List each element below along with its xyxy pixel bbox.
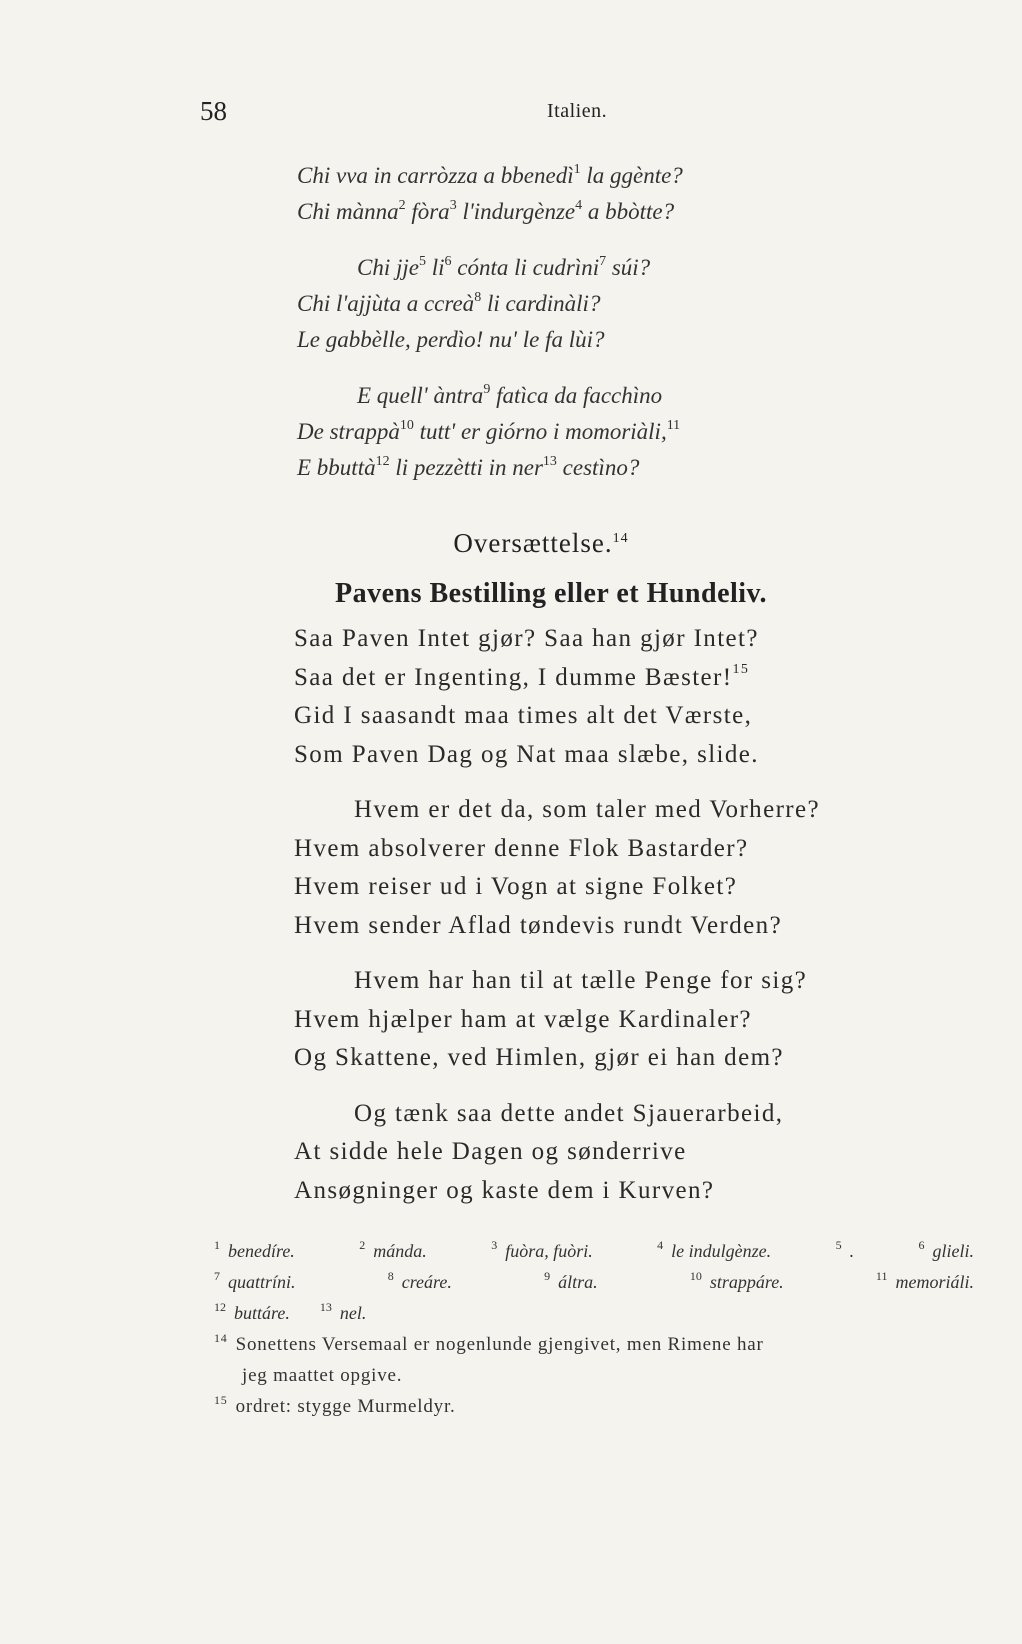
footnote-15: $^{15}$ ordret: stygge Murmeldyr.: [214, 1393, 456, 1417]
footnote-ref: 10: [399, 418, 414, 433]
footnote-ref: 7: [599, 254, 607, 269]
italian-stanza: [297, 158, 857, 230]
italian-line: Chi mànna$^2$ fòra$^3$ l'indurgènze$^4$ a bbòtte?: [297, 198, 675, 224]
page-header: [200, 96, 1022, 132]
gloss-item: $^{10}$ strappáre.: [689, 1269, 784, 1292]
footnote-ref: 2: [398, 198, 406, 213]
italian-poem: [297, 158, 857, 506]
danish-line: Og Skattene, ved Himlen, gjør ei han dem?: [294, 1044, 784, 1071]
danish-line: Gid I saasandt maa times alt det Værste,: [294, 702, 753, 729]
danish-stanza: [294, 791, 934, 945]
danish-line: Som Paven Dag og Nat maa slæbe, slide.: [294, 740, 759, 768]
gloss-item: $^4$ le indulgènze.: [657, 1238, 772, 1261]
danish-line: Saa det er Ingenting, I dumme Bæster!$^{15}$: [294, 661, 750, 691]
footnote-ref: 12: [375, 454, 390, 469]
footnote-ref: 6: [444, 254, 452, 269]
danish-stanza: [294, 962, 934, 1078]
danish-translation: [294, 620, 934, 1227]
footnote-14-continued: jeg maattet opgive.: [242, 1365, 403, 1386]
gloss-item: $^7$ quattríni.: [214, 1269, 296, 1292]
danish-stanza: [294, 620, 934, 774]
gloss-item: $^6$ glieli.: [918, 1238, 974, 1261]
gloss-item: $^{12}$ buttáre.: [214, 1300, 290, 1323]
gloss-item: $^3$ fuòra, fuòri.: [491, 1238, 593, 1261]
translation-label: Oversættelse.$^{14}$: [453, 528, 629, 558]
italian-line: E bbuttà$^{12}$ li pezzètti in ner$^{13}$ cestìno?: [297, 454, 640, 480]
italian-line: E quell' àntra$^9$ fatìca da facchìno: [357, 382, 663, 408]
gloss-item: $^2$ mánda.: [359, 1238, 427, 1261]
danish-line: Hvem sender Aflad tøndevis rundt Verden?: [294, 911, 783, 939]
footnote-ref: 15: [732, 661, 750, 677]
gloss-row-2: [214, 1267, 974, 1298]
gloss-row-3: [214, 1298, 974, 1329]
danish-line: Hvem hjælper ham at vælge Kardinaler?: [294, 1005, 752, 1033]
danish-line: Saa Paven Intet gjør? Saa han gjør Intet?: [294, 625, 759, 652]
footnote-ref: 13: [542, 454, 557, 469]
footnote-14: $^{14}$ Sonettens Versemaal er nogenlunde gjengivet, men Rimene har: [214, 1331, 764, 1355]
page-number: 58: [200, 96, 227, 126]
poem-title: Pavens Bestilling eller et Hundeliv.: [334, 578, 768, 609]
footnote-ref: 3: [449, 198, 457, 213]
italian-line: Chi vva in carròzza a bbenedì$^1$ la ggènte?: [297, 162, 683, 188]
gloss-item: $^{13}$ nel.: [319, 1300, 367, 1323]
running-head: Italien.: [547, 100, 608, 122]
footnote-ref: 11: [666, 418, 681, 433]
danish-line: Hvem reiser ud i Vogn at signe Folket?: [294, 873, 738, 900]
gloss-row-1: [214, 1236, 974, 1267]
footnote-ref: 9: [483, 382, 491, 397]
footnote-ref: 5: [418, 254, 426, 269]
gloss-item: $^9$ áltra.: [544, 1269, 598, 1292]
danish-line: Hvem er det da, som taler med Vorherre?: [354, 796, 821, 823]
danish-line: Ansøgninger og kaste dem i Kurven?: [294, 1176, 715, 1204]
italian-line: De strappà$^{10}$ tutt' er giórno i momoriàli,$^{11}$: [297, 418, 681, 444]
gloss-item: $^1$ benedíre.: [214, 1238, 295, 1261]
gloss-item: $^{11}$ memoriáli.: [875, 1269, 974, 1292]
danish-stanza: [294, 1095, 934, 1211]
italian-stanza: [297, 378, 857, 486]
danish-line: Hvem absolverer denne Flok Bastarder?: [294, 834, 749, 862]
footnote-ref: 8: [474, 290, 482, 305]
italian-line: Chi l'ajjùta a ccreà$^8$ li cardinàli?: [297, 290, 601, 316]
danish-line: Og tænk saa dette andet Sjauerarbeid,: [354, 1099, 784, 1127]
danish-line: Hvem har han til at tælle Penge for sig?: [354, 967, 808, 994]
gloss-item: $^5$ .: [835, 1238, 855, 1261]
italian-stanza: [297, 250, 857, 358]
gloss-item: $^8$ creáre.: [387, 1269, 452, 1292]
footnote-ref: 4: [575, 198, 583, 213]
italian-line: Chi jje$^5$ $li^6$ cónta li cudrìni$^7$ súi?: [357, 254, 651, 280]
footnote-ref: 1: [573, 162, 581, 177]
footnotes: [214, 1236, 974, 1422]
danish-line: At sidde hele Dagen og sønderrive: [294, 1138, 687, 1165]
italian-line: Le gabbèlle, perdìo! nu' le fa lùi?: [297, 327, 605, 352]
